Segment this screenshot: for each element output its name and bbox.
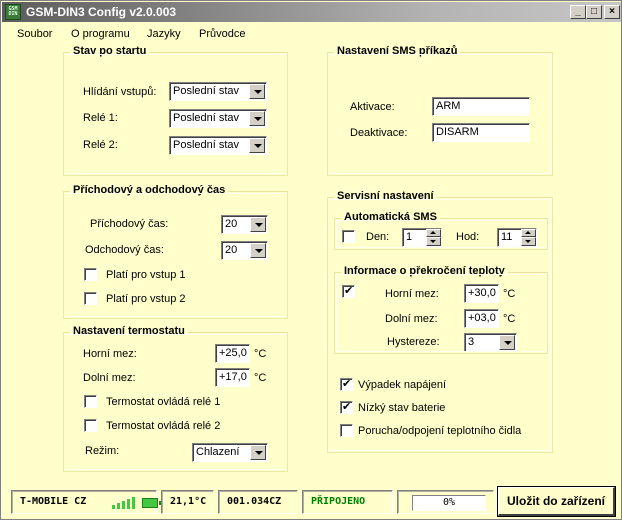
plati-vstup-2-checkbox[interactable] — [84, 292, 97, 305]
select-value: Poslední stav — [173, 112, 240, 124]
operator-panel — [11, 490, 157, 514]
signal-bar — [122, 501, 125, 509]
unit-label: °C — [254, 372, 267, 384]
spinner-value: 11 — [501, 231, 513, 243]
group-title: Nastavení termostatu — [70, 325, 188, 337]
porucha-cidla-label: Porucha/odpojení teplotního čidla — [358, 425, 522, 437]
rezim-select[interactable] — [192, 443, 268, 462]
porucha-cidla-checkbox[interactable] — [340, 424, 353, 437]
chevron-up-icon[interactable] — [521, 229, 536, 237]
chevron-down-icon[interactable] — [250, 445, 266, 460]
rele-2-label: Relé 2: — [83, 139, 118, 151]
select-value: 20 — [225, 218, 238, 230]
rele-1-label: Relé 1: — [83, 112, 118, 124]
termostat-horni-mez-input[interactable]: +25,0 — [215, 344, 250, 363]
hod-spinner[interactable] — [497, 228, 537, 247]
chevron-down-icon[interactable] — [250, 243, 266, 258]
chevron-down-icon[interactable] — [521, 237, 536, 246]
chevron-down-icon[interactable] — [249, 84, 265, 99]
vypadek-napajeni-label: Výpadek napájení — [358, 379, 447, 391]
minimize-button[interactable]: _ — [570, 5, 586, 19]
group-servisni-nastaveni — [327, 190, 553, 453]
hystereze-select[interactable] — [464, 333, 517, 352]
servis-horni-mez-label: Horní mez: — [385, 288, 439, 300]
automaticka-sms-checkbox[interactable] — [342, 230, 355, 243]
rele-2-select[interactable] — [169, 136, 267, 155]
window-title: GSM-DIN3 Config v2.0.003 — [26, 5, 177, 19]
servis-dolni-mez-label: Dolní mez: — [385, 313, 438, 325]
deaktivace-input[interactable]: DISARM — [432, 123, 530, 142]
rezim-label: Režim: — [85, 445, 120, 457]
group-title: Stav po startu — [70, 45, 149, 57]
termostat-rele-2-label: Termostat ovládá relé 2 — [106, 420, 221, 432]
chevron-down-icon[interactable] — [250, 217, 266, 232]
plati-vstup-2-label: Platí pro vstup 2 — [106, 293, 186, 305]
battery-icon — [142, 498, 158, 508]
operator-name: T-MOBILE CZ — [20, 496, 87, 507]
signal-strength-icon — [112, 497, 138, 509]
vypadek-napajeni-checkbox[interactable] — [340, 378, 353, 391]
progress-text: 0% — [442, 497, 456, 508]
unit-label: °C — [503, 288, 516, 300]
odchodovy-cas-label: Odchodový čas: — [85, 244, 164, 256]
menu-pruvodce[interactable]: Průvodce — [199, 28, 246, 40]
hystereze-label: Hystereze: — [387, 336, 440, 348]
title-bar[interactable] — [2, 2, 621, 22]
signal-bar — [117, 503, 120, 509]
spinner-buttons — [426, 229, 441, 246]
nizky-stav-baterie-label: Nízký stav baterie — [358, 402, 446, 414]
chevron-up-icon[interactable] — [426, 229, 441, 237]
plati-vstup-1-label: Platí pro vstup 1 — [106, 269, 186, 281]
status-bar — [2, 486, 621, 519]
menu-o-programu[interactable]: O programu — [71, 28, 130, 40]
spinner-buttons — [521, 229, 536, 246]
group-title: Automatická SMS — [341, 211, 440, 223]
credit-panel: 001.034CZ — [218, 490, 298, 514]
plati-vstup-1-checkbox[interactable] — [84, 268, 97, 281]
prichodovy-cas-label: Příchodový čas: — [90, 218, 169, 230]
select-value: Poslední stav — [173, 85, 240, 97]
den-label: Den: — [366, 231, 390, 243]
connection-status: PŘIPOJENO — [302, 490, 393, 514]
chevron-down-icon[interactable] — [249, 111, 265, 126]
signal-bar — [127, 499, 130, 509]
signal-bar — [112, 505, 115, 509]
close-button[interactable]: × — [604, 5, 620, 19]
select-value: Chlazení — [196, 446, 240, 458]
aktivace-input[interactable]: ARM — [432, 97, 530, 116]
select-value: 3 — [468, 336, 475, 348]
servis-horni-mez-input[interactable]: +30,0 — [464, 284, 499, 303]
group-prekroceni-teploty — [334, 265, 548, 354]
select-value: 20 — [225, 244, 238, 256]
termostat-horni-mez-label: Horní mez: — [83, 348, 137, 360]
nizky-stav-baterie-checkbox[interactable] — [340, 401, 353, 414]
group-automaticka-sms — [334, 211, 548, 250]
aktivace-label: Aktivace: — [350, 101, 395, 113]
chevron-down-icon[interactable] — [426, 237, 441, 246]
termostat-rele-1-label: Termostat ovládá relé 1 — [106, 396, 221, 408]
den-spinner[interactable] — [402, 228, 442, 247]
hlidani-vstupu-label: Hlídání vstupů: — [83, 86, 157, 98]
termostat-rele-2-checkbox[interactable] — [84, 419, 97, 432]
rele-1-select[interactable] — [169, 109, 267, 128]
progress-bar — [412, 495, 486, 511]
servis-dolni-mez-input[interactable]: +03,0 — [464, 309, 499, 328]
prekroceni-teploty-checkbox[interactable] — [342, 285, 355, 298]
menu-bar — [2, 23, 621, 43]
group-sms-prikazy — [327, 45, 553, 176]
termostat-dolni-mez-input[interactable]: +17,0 — [215, 368, 250, 387]
chevron-down-icon[interactable] — [499, 335, 515, 350]
chevron-down-icon[interactable] — [249, 138, 265, 153]
signal-bar — [132, 497, 135, 509]
termostat-dolni-mez-label: Dolní mez: — [83, 372, 136, 384]
group-title: Informace o překročení teploty — [341, 265, 508, 277]
deaktivace-label: Deaktivace: — [350, 127, 408, 139]
group-title: Nastavení SMS příkazů — [334, 45, 460, 57]
maximize-button[interactable]: □ — [586, 5, 602, 19]
group-prichodovy-cas — [63, 184, 288, 319]
termostat-rele-1-checkbox[interactable] — [84, 395, 97, 408]
hod-label: Hod: — [456, 231, 480, 243]
group-title: Servisní nastavení — [334, 190, 437, 202]
hlidani-vstupu-select[interactable] — [169, 82, 267, 101]
unit-label: °C — [254, 348, 267, 360]
group-stav-po-startu — [63, 45, 288, 176]
odchodovy-cas-select[interactable] — [221, 241, 268, 260]
spinner-value: 1 — [406, 231, 413, 243]
menu-jazyky[interactable]: Jazyky — [147, 28, 181, 40]
gsm-app-icon: GSM DIN — [5, 4, 21, 20]
save-to-device-button[interactable]: Uložit do zařízení — [498, 487, 615, 516]
prichodovy-cas-select[interactable] — [221, 215, 268, 234]
group-termostat — [63, 325, 288, 472]
menu-soubor[interactable]: Soubor — [17, 28, 53, 40]
group-title: Příchodový a odchodový čas — [70, 184, 228, 196]
select-value: Poslední stav — [173, 139, 240, 151]
temperature-panel: 21,1°C — [161, 490, 214, 514]
unit-label: °C — [503, 313, 516, 325]
